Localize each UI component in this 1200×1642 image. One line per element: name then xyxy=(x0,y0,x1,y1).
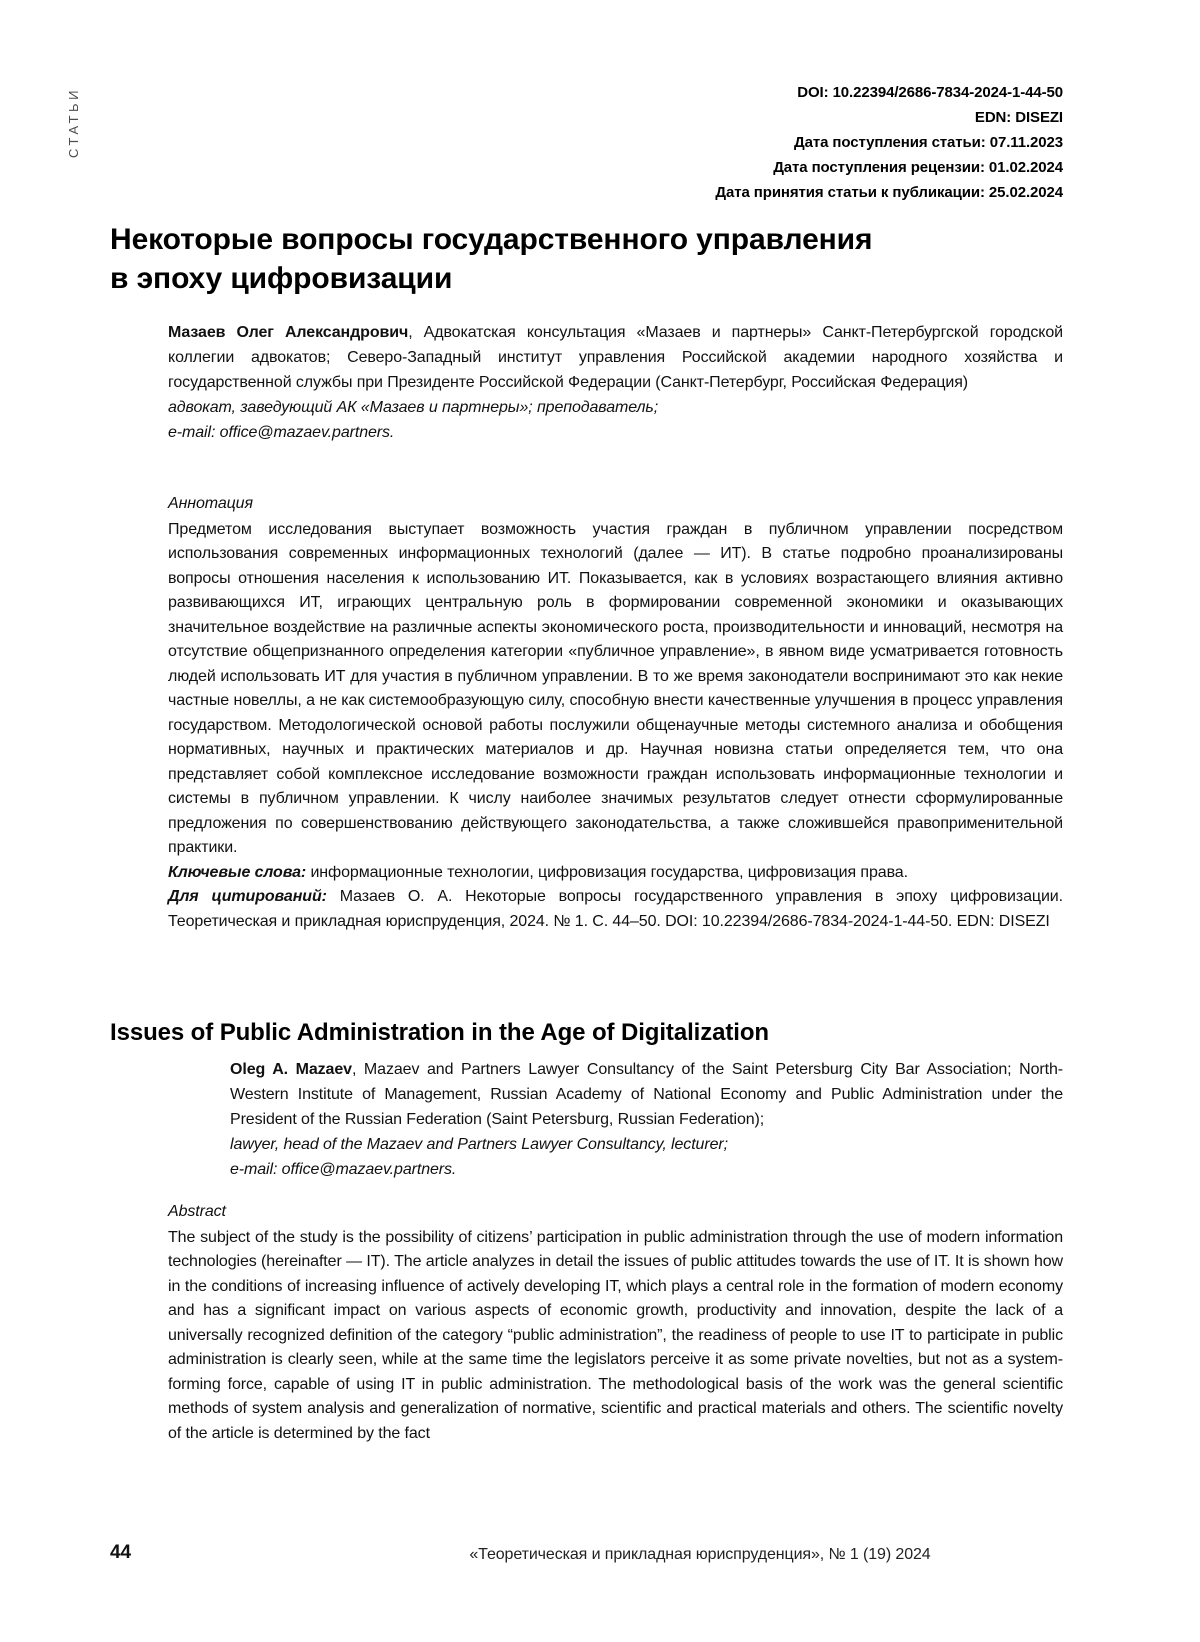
keywords-label-ru: Ключевые слова: xyxy=(168,863,307,881)
page-number: 44 xyxy=(110,1542,131,1563)
date-received-line: Дата поступления статьи: 07.11.2023 xyxy=(794,134,1063,151)
author-name-ru: Мазаев Олег Александрович xyxy=(168,324,409,341)
citation-text-ru: Мазаев О. А. Некоторые вопросы государственного управления в эпоху цифровизации. Теоретическая и прикладная юриспруденция, 2024. № 1. С. 44–50. DOI: 10.22394/2686-7834-2024-1-44-50. EDN: DISEZI xyxy=(168,888,1063,930)
side-rubric-label: СТАТЬИ xyxy=(66,87,81,158)
citation-line-ru xyxy=(168,885,1063,934)
article-title-ru xyxy=(110,220,1063,298)
author-affiliation-en xyxy=(230,1057,1063,1132)
author-affiliation-text-ru: , Адвокатская консультация «Мазаев и партнеры» Санкт-Петербургской городской коллегии адвокатов; Северо-Западный институт управления Российской академии народного хозяйства и государственной службы при Президенте Российской Федерации (Санкт-Петербург, Российская Федерация) xyxy=(168,324,1063,391)
citation-label-ru: Для цитирований: xyxy=(168,888,327,905)
article-meta-block xyxy=(715,80,1063,205)
abstract-section-ru xyxy=(168,492,1063,934)
date-review-line: Дата поступления рецензии: 01.02.2024 xyxy=(773,159,1063,176)
abstract-heading-ru: Аннотация xyxy=(168,495,253,512)
author-email-en: e-mail: office@mazaev.partners. xyxy=(230,1161,457,1178)
doi-line: DOI: 10.22394/2686-7834-2024-1-44-50 xyxy=(797,84,1063,101)
edn-line: EDN: DISEZI xyxy=(974,109,1063,126)
author-block-ru xyxy=(168,320,1063,445)
abstract-section-en xyxy=(168,1200,1063,1446)
article-title-ru-line2: в эпоху цифровизации xyxy=(110,262,453,296)
keywords-text-ru: информационные технологии, цифровизация государства, цифровизация права. xyxy=(306,863,908,881)
author-email-ru: e-mail: office@mazaev.partners. xyxy=(168,424,395,441)
author-name-en: Oleg A. Mazaev xyxy=(230,1061,352,1078)
author-affiliation-text-en: , Mazaev and Partners Lawyer Consultancy of the Saint Petersburg City Bar Association; North-Western Institute of Management, Russian Academy of National Economy and Public Administration under the President of the Russian Federation (Saint Petersburg, Russian Federation); xyxy=(230,1061,1063,1128)
article-title-ru-line1: Некоторые вопросы государственного управления xyxy=(110,223,873,257)
author-affiliation-ru xyxy=(168,320,1063,395)
author-role-ru: адвокат, заведующий АК «Мазаев и партнеры»; преподаватель; xyxy=(168,399,659,416)
abstract-heading-en: Abstract xyxy=(168,1203,226,1220)
author-role-en: lawyer, head of the Mazaev and Partners Lawyer Consultancy, lecturer; xyxy=(230,1136,728,1153)
keywords-line-ru xyxy=(168,861,1063,886)
author-block-en xyxy=(230,1057,1063,1182)
footer-journal-line: «Теоретическая и прикладная юриспруденция», № 1 (19) 2024 xyxy=(469,1546,931,1563)
abstract-text-ru: Предметом исследования выступает возможность участия граждан в публичном управлении посредством использования современных информационных технологий (далее — ИТ). В статье подробно проанализированы вопросы отношения населения к использованию ИТ. Показывается, как в условиях возрастающего влияния активно развивающихся ИТ, играющих центральную роль в формировании современной экономики и оказывающих значительное воздействие на различные аспекты экономического роста, производительности и инноваций, несмотря на отсутствие общепризнанного определения категории «публичное управление», в явном виде усматривается готовность людей использовать ИТ для участия в публичном управлении. В то же время законодатели воспринимают это как некие частные новеллы, а не как системообразующую силу, способную внести качественные улучшения в процесс управления государством. Методологической основой работы послужили общенаучные методы системного анализа и обобщения нормативных, научных и практических материалов и др. Научная новизна статьи определяется тем, что она представляет собой комплексное исследование возможности граждан использовать информационные технологии и системы в публичном управлении. К числу наиболее значимых результатов следует отнести сформулированные предложения по совершенствованию действующего законодательства, а также сложившейся правоприменительной практики. xyxy=(168,520,1063,856)
abstract-text-en: The subject of the study is the possibility of citizens’ participation in public administration through the use of modern information technologies (hereinafter — IT). The article analyzes in detail the issues of public attitudes towards the use of IT. It is shown how in the conditions of increasing influence of actively developing IT, which plays a central role in the formation of modern economy and has a significant impact on various aspects of economic growth, productivity and innovation, despite the lack of a universally recognized definition of the category “public administration”, the readiness of people to use IT to participate in public administration is clearly seen, while at the same time the legislators perceive it as some private novelties, but not as a system-forming force, capable of using IT in public administration. The methodological basis of the work was the general scientific methods of system analysis and generalization of normative, scientific and practical materials and others. The scientific novelty of the article is determined by the fact xyxy=(168,1228,1063,1442)
date-accepted-line: Дата принятия статьи к публикации: 25.02.2024 xyxy=(715,184,1063,201)
article-title-en: Issues of Public Administration in the Age of Digitalization xyxy=(110,1018,769,1046)
